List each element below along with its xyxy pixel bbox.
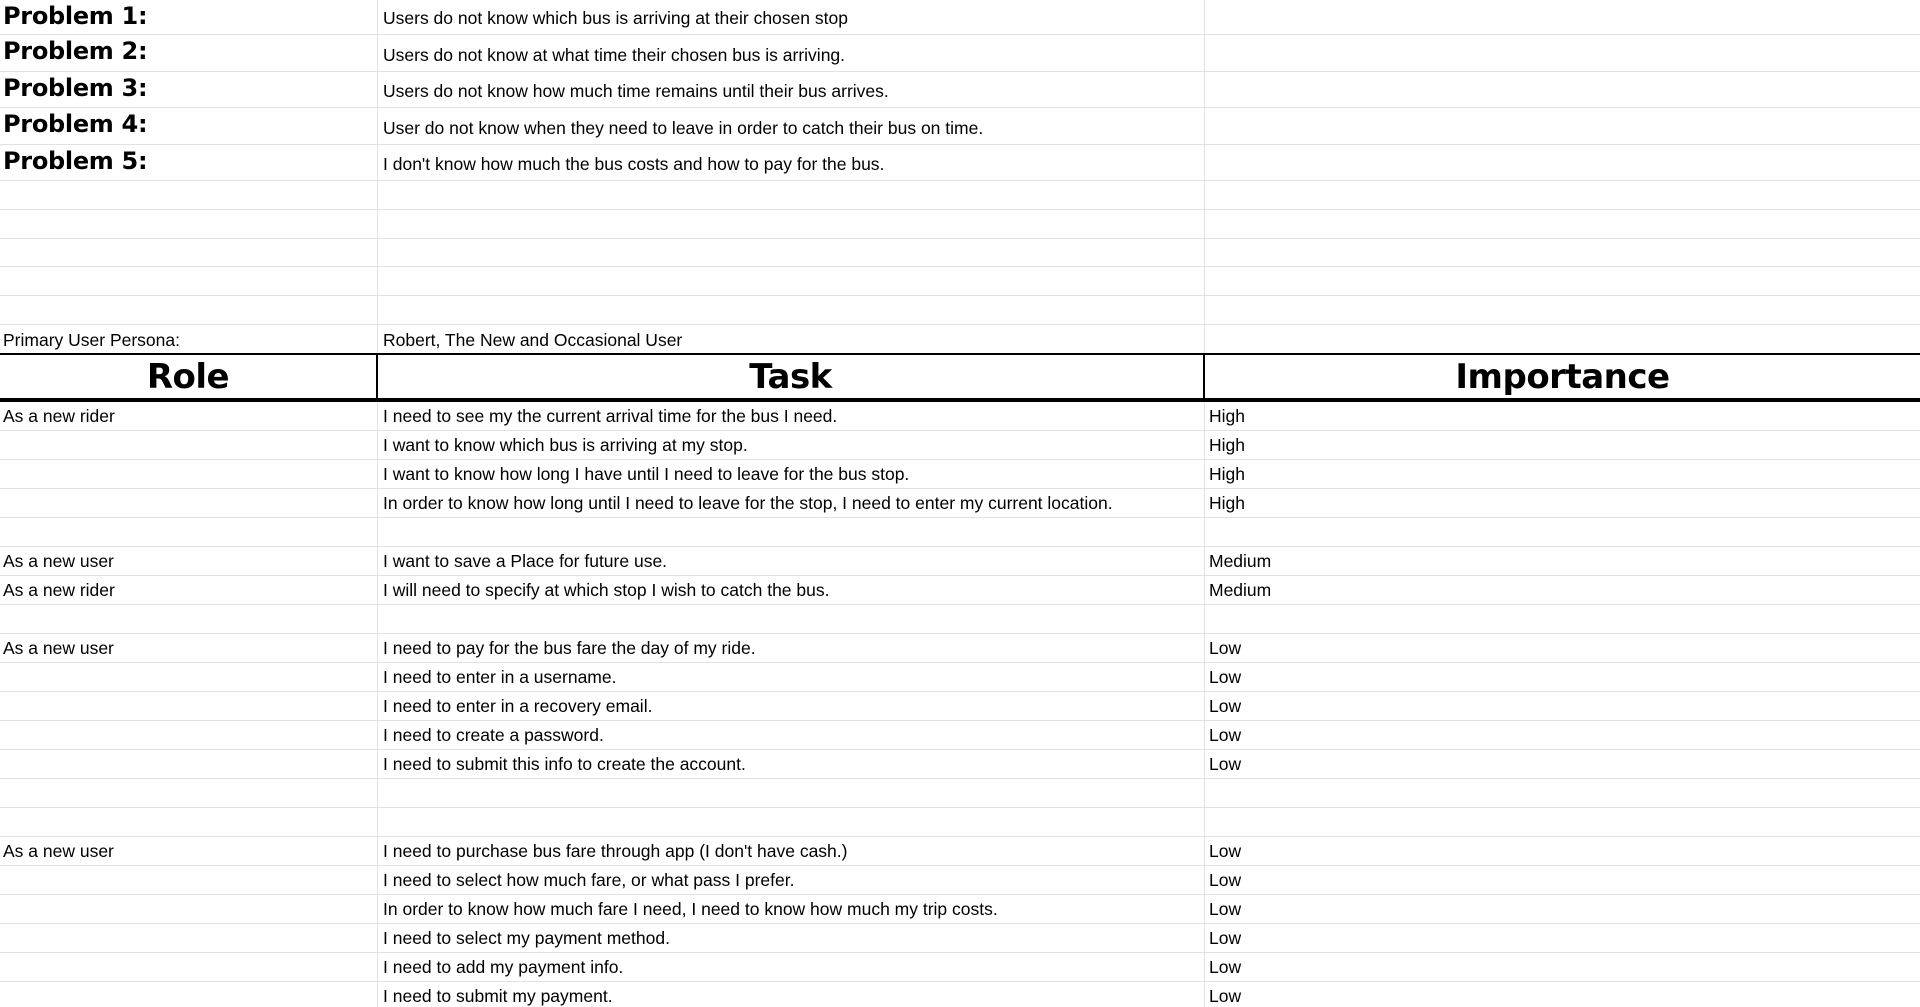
task-cell[interactable] xyxy=(378,721,1205,749)
empty-cell[interactable] xyxy=(378,239,1205,266)
task-cell[interactable] xyxy=(378,866,1205,894)
task-cell[interactable] xyxy=(378,518,1205,546)
table-row xyxy=(0,634,1920,663)
table-row xyxy=(0,460,1920,489)
table-row xyxy=(0,547,1920,576)
table-row xyxy=(0,895,1920,924)
empty-cell[interactable] xyxy=(1205,267,1920,295)
task-cell[interactable] xyxy=(378,692,1205,720)
importance-cell[interactable] xyxy=(1205,402,1920,430)
empty-row xyxy=(0,267,1920,296)
problem-row-2 xyxy=(0,35,1920,72)
task-cell[interactable] xyxy=(378,982,1205,1007)
problem-text: I don't know how much the bus costs and how to pay for the bus. xyxy=(383,154,885,174)
task-cell[interactable] xyxy=(378,431,1205,459)
empty-cell[interactable] xyxy=(1205,210,1920,238)
problem-row-4 xyxy=(0,108,1920,145)
task-cell-text: I need to see my the current arrival time for the bus I need. xyxy=(383,406,838,426)
table-row xyxy=(0,953,1920,982)
importance-cell-text: High xyxy=(1209,493,1245,513)
importance-cell[interactable] xyxy=(1205,953,1920,981)
persona-value-cell[interactable] xyxy=(378,325,1205,354)
persona-label-cell[interactable] xyxy=(0,325,378,354)
importance-cell[interactable] xyxy=(1205,924,1920,952)
importance-cell[interactable] xyxy=(1205,721,1920,749)
persona-label: Primary User Persona: xyxy=(3,330,180,350)
problem-label: Problem 2: xyxy=(3,37,148,65)
role-cell[interactable] xyxy=(0,866,378,894)
role-cell-text: As a new user xyxy=(3,551,114,571)
task-cell[interactable] xyxy=(378,750,1205,778)
importance-cell-text: High xyxy=(1209,464,1245,484)
problem-text-cell[interactable] xyxy=(378,72,1205,107)
table-row xyxy=(0,663,1920,692)
problem-label: Problem 1: xyxy=(3,2,148,30)
table-row xyxy=(0,431,1920,460)
problem-label: Problem 5: xyxy=(3,147,148,175)
table-row xyxy=(0,692,1920,721)
task-cell[interactable] xyxy=(378,605,1205,633)
importance-cell-text: Medium xyxy=(1209,580,1272,600)
table-row xyxy=(0,518,1920,547)
empty-row xyxy=(0,210,1920,239)
role-cell[interactable] xyxy=(0,895,378,923)
role-cell[interactable] xyxy=(0,953,378,981)
importance-cell-text: Medium xyxy=(1209,551,1272,571)
role-cell[interactable] xyxy=(0,547,378,575)
empty-cell[interactable] xyxy=(1205,108,1920,144)
problem-text: Users do not know at what time their chosen bus is arriving. xyxy=(383,45,846,65)
importance-cell[interactable] xyxy=(1205,605,1920,633)
importance-cell[interactable] xyxy=(1205,663,1920,691)
role-cell[interactable] xyxy=(0,721,378,749)
persona-value: Robert, The New and Occasional User xyxy=(383,330,683,350)
importance-cell-text: Low xyxy=(1209,928,1242,948)
importance-cell[interactable] xyxy=(1205,431,1920,459)
role-cell[interactable] xyxy=(0,460,378,488)
empty-row xyxy=(0,296,1920,325)
task-cell-text: I need to create a password. xyxy=(383,725,604,745)
header-importance[interactable]: Importance xyxy=(1455,356,1670,397)
importance-cell-text: Low xyxy=(1209,696,1242,716)
problem-label-cell[interactable] xyxy=(0,0,378,34)
problem-text: Users do not know which bus is arriving at their chosen stop xyxy=(383,8,848,28)
role-cell[interactable] xyxy=(0,576,378,604)
task-cell-text: I need to purchase bus fare through app (I don't have cash.) xyxy=(383,841,848,861)
empty-cell[interactable] xyxy=(1205,35,1920,71)
role-cell[interactable] xyxy=(0,779,378,807)
importance-cell[interactable] xyxy=(1205,518,1920,546)
table-row xyxy=(0,779,1920,808)
importance-cell[interactable] xyxy=(1205,547,1920,575)
task-cell[interactable] xyxy=(378,837,1205,865)
importance-cell[interactable] xyxy=(1205,692,1920,720)
empty-cell[interactable] xyxy=(0,181,378,209)
problem-row-5 xyxy=(0,145,1920,181)
task-cell-text: I need to enter in a recovery email. xyxy=(383,696,653,716)
importance-cell-text: Low xyxy=(1209,841,1242,861)
role-cell-text: As a new user xyxy=(3,841,114,861)
importance-cell-text: Low xyxy=(1209,754,1242,774)
importance-cell[interactable] xyxy=(1205,750,1920,778)
task-cell[interactable] xyxy=(378,779,1205,807)
table-row xyxy=(0,837,1920,866)
role-cell[interactable] xyxy=(0,402,378,430)
role-cell-text: As a new rider xyxy=(3,406,115,426)
task-cell-text: I want to save a Place for future use. xyxy=(383,551,668,571)
problem-row-1 xyxy=(0,0,1920,35)
task-cell[interactable] xyxy=(378,924,1205,952)
problem-row-3 xyxy=(0,72,1920,108)
importance-cell[interactable] xyxy=(1205,895,1920,923)
task-cell-text: I need to enter in a username. xyxy=(383,667,617,687)
empty-cell[interactable] xyxy=(1205,296,1920,324)
empty-cell[interactable] xyxy=(1205,0,1920,34)
importance-cell[interactable] xyxy=(1205,837,1920,865)
importance-cell-text: Low xyxy=(1209,957,1242,977)
table-row xyxy=(0,982,1920,1007)
importance-cell-text: Low xyxy=(1209,870,1242,890)
importance-cell-text: Low xyxy=(1209,667,1242,687)
table-row xyxy=(0,402,1920,431)
problem-label-cell[interactable] xyxy=(0,145,378,180)
empty-cell[interactable] xyxy=(1205,181,1920,209)
role-cell[interactable] xyxy=(0,663,378,691)
task-cell-text: I need to select how much fare, or what pass I prefer. xyxy=(383,870,795,890)
role-cell-text: As a new user xyxy=(3,638,114,658)
importance-cell-text: High xyxy=(1209,406,1245,426)
importance-cell-text: Low xyxy=(1209,725,1242,745)
task-cell[interactable] xyxy=(378,489,1205,517)
role-cell-text: As a new rider xyxy=(3,580,115,600)
table-row xyxy=(0,721,1920,750)
problem-text: User do not know when they need to leave in order to catch their bus on time. xyxy=(383,118,984,138)
empty-cell[interactable] xyxy=(0,239,378,266)
problem-text-cell[interactable] xyxy=(378,0,1205,34)
role-cell[interactable] xyxy=(0,750,378,778)
table-row xyxy=(0,808,1920,837)
empty-row xyxy=(0,239,1920,267)
role-cell[interactable] xyxy=(0,431,378,459)
importance-cell-text: Low xyxy=(1209,986,1242,1006)
role-cell[interactable] xyxy=(0,605,378,633)
task-cell-text: In order to know how long until I need to leave for the stop, I need to enter my current location. xyxy=(383,493,1113,513)
role-cell[interactable] xyxy=(0,808,378,836)
empty-cell[interactable] xyxy=(378,267,1205,295)
problem-label-cell[interactable] xyxy=(0,108,378,144)
problem-text-cell[interactable] xyxy=(378,108,1205,144)
empty-cell[interactable] xyxy=(1205,325,1920,354)
role-cell[interactable] xyxy=(0,518,378,546)
role-cell[interactable] xyxy=(0,634,378,662)
importance-cell[interactable] xyxy=(1205,460,1920,488)
table-header-row xyxy=(0,353,1920,402)
role-cell[interactable] xyxy=(0,982,378,1007)
table-row xyxy=(0,750,1920,779)
importance-cell-text: High xyxy=(1209,435,1245,455)
task-cell[interactable] xyxy=(378,576,1205,604)
problem-text: Users do not know how much time remains until their bus arrives. xyxy=(383,81,889,101)
task-cell[interactable] xyxy=(378,895,1205,923)
empty-cell[interactable] xyxy=(1205,72,1920,107)
empty-cell[interactable] xyxy=(378,296,1205,324)
empty-cell[interactable] xyxy=(1205,239,1920,266)
task-cell-text: I want to know how long I have until I need to leave for the bus stop. xyxy=(383,464,910,484)
empty-cell[interactable] xyxy=(1205,145,1920,180)
task-cell-text: I want to know which bus is arriving at my stop. xyxy=(383,435,748,455)
problem-label: Problem 4: xyxy=(3,110,148,138)
role-cell[interactable] xyxy=(0,837,378,865)
task-cell[interactable] xyxy=(378,808,1205,836)
table-row xyxy=(0,924,1920,953)
problem-label: Problem 3: xyxy=(3,74,148,102)
importance-cell[interactable] xyxy=(1205,808,1920,836)
table-row xyxy=(0,576,1920,605)
empty-cell[interactable] xyxy=(0,210,378,238)
empty-cell[interactable] xyxy=(378,181,1205,209)
task-cell-text: In order to know how much fare I need, I need to know how much my trip costs. xyxy=(383,899,998,919)
importance-cell[interactable] xyxy=(1205,779,1920,807)
task-cell[interactable] xyxy=(378,953,1205,981)
task-cell-text: I need to pay for the bus fare the day of my ride. xyxy=(383,638,756,658)
problem-label-cell[interactable] xyxy=(0,72,378,107)
importance-cell-text: Low xyxy=(1209,638,1242,658)
importance-cell[interactable] xyxy=(1205,489,1920,517)
importance-cell[interactable] xyxy=(1205,866,1920,894)
role-cell[interactable] xyxy=(0,924,378,952)
task-cell-text: I need to add my payment info. xyxy=(383,957,624,977)
empty-row xyxy=(0,181,1920,210)
task-cell-text: I need to select my payment method. xyxy=(383,928,670,948)
role-cell[interactable] xyxy=(0,489,378,517)
problem-text-cell[interactable] xyxy=(378,35,1205,71)
importance-cell[interactable] xyxy=(1205,634,1920,662)
empty-cell[interactable] xyxy=(378,210,1205,238)
problem-label-cell[interactable] xyxy=(0,35,378,71)
task-cell[interactable] xyxy=(378,634,1205,662)
task-cell-text: I need to submit my payment. xyxy=(383,986,613,1006)
table-row xyxy=(0,866,1920,895)
importance-cell[interactable] xyxy=(1205,576,1920,604)
task-cell[interactable] xyxy=(378,460,1205,488)
task-cell-text: I need to submit this info to create the account. xyxy=(383,754,746,774)
header-role[interactable]: Role xyxy=(0,355,378,398)
importance-cell-text: Low xyxy=(1209,899,1242,919)
empty-cell[interactable] xyxy=(0,267,378,295)
importance-cell[interactable] xyxy=(1205,982,1920,1007)
persona-row xyxy=(0,325,1920,354)
task-cell[interactable] xyxy=(378,547,1205,575)
table-row xyxy=(0,605,1920,634)
task-cell-text: I will need to specify at which stop I wish to catch the bus. xyxy=(383,580,830,600)
role-cell[interactable] xyxy=(0,692,378,720)
task-cell[interactable] xyxy=(378,663,1205,691)
empty-cell[interactable] xyxy=(0,296,378,324)
problem-text-cell[interactable] xyxy=(378,145,1205,180)
header-task[interactable]: Task xyxy=(378,355,1205,398)
table-row xyxy=(0,489,1920,518)
task-cell[interactable] xyxy=(378,402,1205,430)
